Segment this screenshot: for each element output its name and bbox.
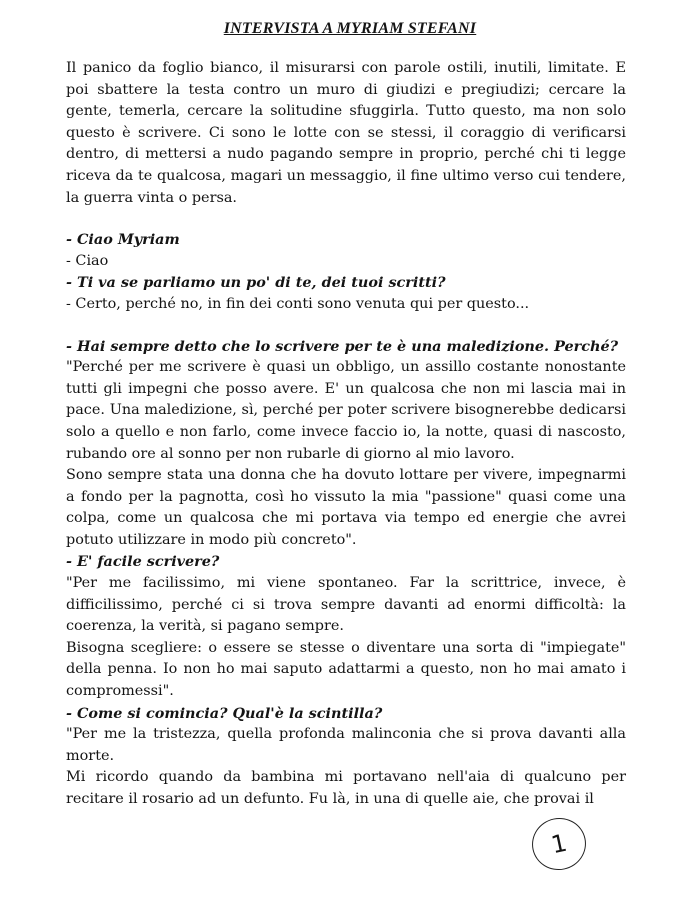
answer-talk-about-you: - Certo, perché no, in fin dei conti sono venuta qui per questo... <box>66 295 530 312</box>
question-spark: - Come si comincia? Qual'è la scintilla? <box>66 704 383 722</box>
question-easy-to-write: - E' facile scrivere? <box>66 553 220 571</box>
page-number-circled: 1 <box>527 813 591 875</box>
answer-curse-paragraph-2: Sono sempre stata una donna che ha dovuto lottare per vivere, impegnarmi a fondo per la pagnotta, così ho vissuto la mia "passione" quasi come una colpa, come un qualcosa che mi portava via tempo ed energie che avrei potuto utilizzare in modo più concreto". <box>66 467 626 548</box>
answer-easy-paragraph-1: "Per me facilissimo, mi viene spontaneo. Far la scrittrice, invece, è difficilissimo, perché ci si trova sempre davanti ad enormi difficoltà: la coerenza, la verità, si pagano sempre. <box>66 575 626 635</box>
answer-greeting: - Ciao <box>66 252 109 269</box>
document-body <box>66 58 626 811</box>
question-greeting: - Ciao Myriam <box>66 231 180 249</box>
answer-spark-paragraph-2: Mi ricordo quando da bambina mi portavano nell'aia di qualcuno per recitare il rosario ad un defunto. Fu là, in una di quelle aie, che provai il <box>66 769 626 807</box>
question-curse: - Hai sempre detto che lo scrivere per te è una maledizione. Perché? <box>66 337 619 355</box>
answer-spark-paragraph-1: "Per me la tristezza, quella profonda malinconia che si prova davanti alla morte. <box>66 726 626 764</box>
answer-curse-paragraph-1: "Perché per me scrivere è quasi un obbligo, un assillo costante nonostante tutti gli impegni che posso avere. E' un qualcosa che non mi lascia mai in pace. Una maledizione, sì, perché per poter scrivere bisognerebbe dedicarsi solo a quello e non farlo, come invece faccio io, la notte, quasi di nascosto, rubando ore al sonno per non rubarle di giorno al mio lavoro. <box>66 359 626 462</box>
intro-paragraph: Il panico da foglio bianco, il misurarsi con parole ostili, inutili, limitate. E poi sbattere la testa contro un muro di giudizi e pregiudizi; cercare la gente, temerla, cercare la solitudine sfuggirla. Tutto questo, ma non solo questo è scrivere. Ci sono le lotte con se stessi, il coraggio di verificarsi dentro, di mettersi a nudo pagando sempre in proprio, perché chi ti legge riceva da te qualcosa, magari un messaggio, il fine ultimo verso cui tendere, la guerra vinta o persa. <box>66 60 626 206</box>
answer-easy-paragraph-2: Bisogna scegliere: o essere se stesse o diventare una sorta di "impiegate" della penna. Io non ho mai saputo adattarmi a questo, non ho mai amato i compromessi". <box>66 639 626 700</box>
question-talk-about-you: - Ti va se parliamo un po' di te, dei tuoi scritti? <box>66 274 446 292</box>
document-title: INTERVISTA A MYRIAM STEFANI <box>223 20 477 37</box>
